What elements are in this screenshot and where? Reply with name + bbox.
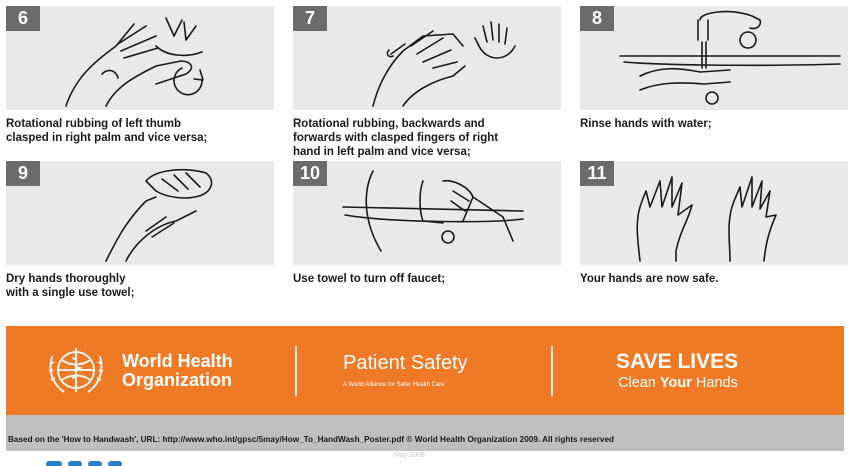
step-6 (6, 6, 278, 145)
rinse-faucet-icon (580, 6, 848, 110)
towel-dry-hands-icon (6, 161, 274, 265)
step-number-badge: 11 (580, 161, 614, 186)
save-lives-title: SAVE LIVES (616, 350, 739, 373)
step-caption: Rotational rubbing of left thumb clasped in right palm and vice versa; (6, 118, 208, 144)
who-emblem-icon (48, 344, 104, 396)
thumb-rub-hands-icon (6, 6, 274, 110)
step-11 (580, 161, 850, 286)
step-10-illustration (293, 161, 561, 265)
step-9 (6, 161, 278, 300)
clean-hands-icon (580, 161, 848, 265)
fingertip-rub-hands-icon (293, 6, 561, 110)
step-10 (293, 161, 565, 286)
step-number-badge: 10 (293, 161, 327, 186)
step-11-illustration (580, 161, 848, 265)
banner-divider (551, 346, 553, 396)
step-caption: Rotational rubbing, backwards and forwards with clasped fingers of right hand in left palm and vice versa; (293, 118, 499, 158)
step-number-badge: 7 (293, 6, 327, 31)
who-organization-name: World Health Organization (122, 351, 233, 390)
banner-divider (295, 346, 297, 396)
towel-faucet-off-icon (293, 161, 561, 265)
step-caption: Rinse hands with water; (580, 118, 712, 130)
step-caption: Dry hands thoroughly with a single use towel; (6, 273, 135, 299)
attribution-text: Based on the 'How to Handwash', URL: http://www.who.int/gpsc/5may/How_To_HandWash_Poster.pdf © World Health Organization 2009. All rights reserved (8, 435, 615, 444)
step-number-badge: 6 (6, 6, 40, 31)
who-banner (6, 326, 844, 415)
step-number-badge: 8 (580, 6, 614, 31)
step-9-illustration (6, 161, 274, 265)
step-number-badge: 9 (6, 161, 40, 186)
step-caption: Use towel to turn off faucet; (293, 273, 446, 285)
poster-date: May 2009 (394, 452, 425, 459)
clean-your-hands-tagline: Clean Your Hands (618, 375, 738, 391)
step-caption: Your hands are now safe. (580, 273, 719, 285)
cut-off-heading-fragment (42, 457, 132, 466)
step-8 (580, 6, 850, 131)
patient-safety-subtitle: A World Alliance for Safer Health Care (343, 382, 445, 388)
step-8-illustration (580, 6, 848, 110)
step-7-illustration (293, 6, 561, 110)
attribution-footer (6, 415, 844, 451)
step-6-illustration (6, 6, 274, 110)
step-7 (293, 6, 565, 159)
patient-safety-title: Patient Safety (343, 352, 468, 374)
